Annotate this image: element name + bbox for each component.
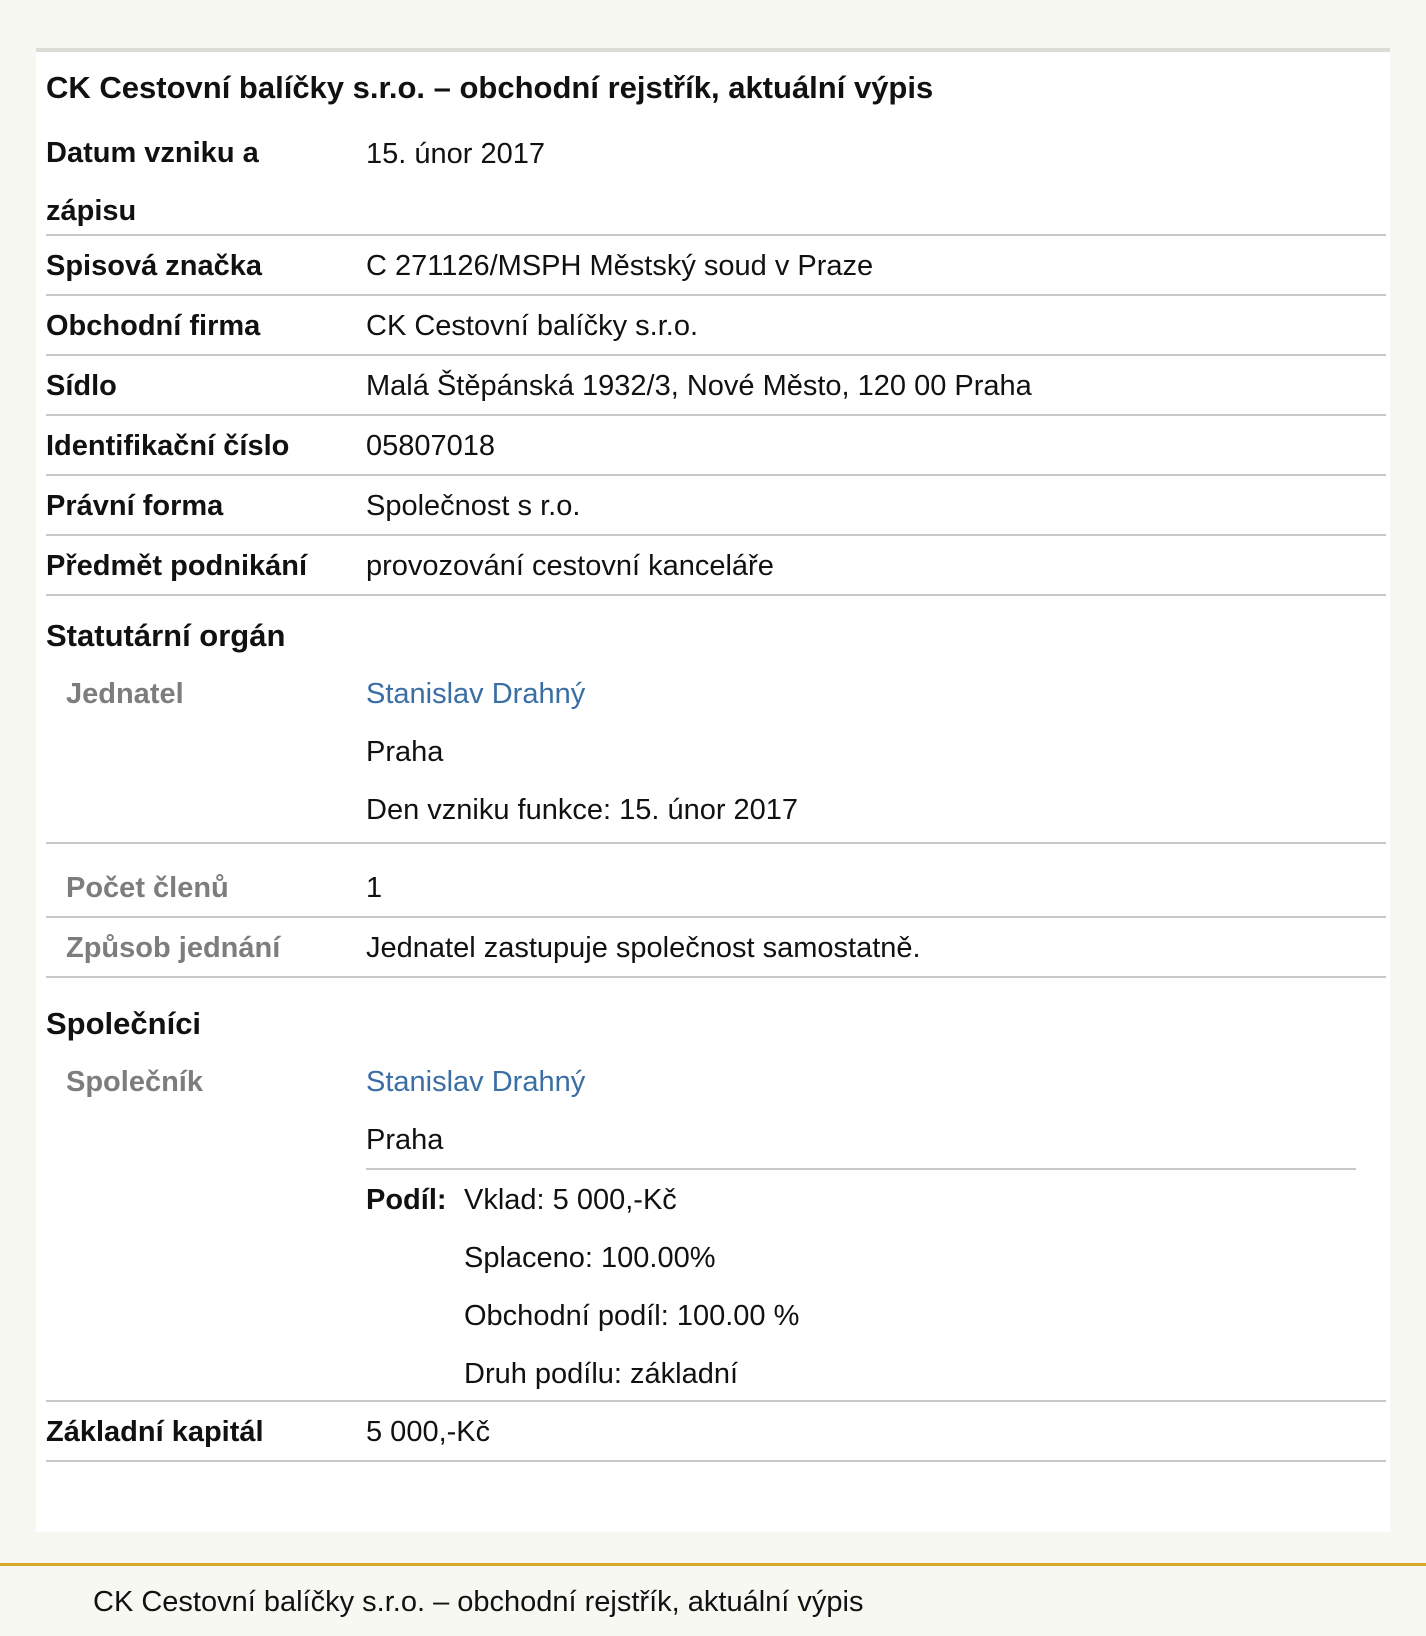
- row-obchodni-firma: [46, 296, 1386, 356]
- row-pocet-clenu: [46, 858, 1386, 918]
- spolecnik-city: Praha: [366, 1124, 444, 1156]
- row-value: CK Cestovní balíčky s.r.o.: [366, 310, 699, 342]
- row-value: Malá Štěpánská 1932/3, Nové Město, 120 00 Praha: [366, 370, 1032, 402]
- row-label: Způsob jednání: [66, 932, 281, 964]
- row-value: 1: [366, 872, 383, 904]
- row-label-line2: zápisu: [46, 195, 137, 227]
- row-label: Počet členů: [66, 872, 229, 904]
- row-label: Jednatel: [66, 678, 184, 710]
- page-title: CK Cestovní balíčky s.r.o. – obchodní rejstřík, aktuální výpis: [46, 70, 934, 105]
- row-pravni-forma: [46, 476, 1386, 536]
- row-value: 5 000,-Kč: [366, 1416, 491, 1448]
- jednatel-name-link[interactable]: Stanislav Drahný: [366, 678, 586, 710]
- jednatel-city: Praha: [366, 736, 444, 768]
- row-value: C 271126/MSPH Městský soud v Praze: [366, 250, 874, 282]
- register-extract-card: [36, 48, 1390, 1532]
- row-value: 05807018: [366, 430, 496, 462]
- row-sidlo: [46, 356, 1386, 416]
- row-label: Společník: [66, 1066, 203, 1098]
- podil-obchodni-podil: Obchodní podíl: 100.00 %: [464, 1300, 800, 1332]
- footer-caption: CK Cestovní balíčky s.r.o. – obchodní rejstřík, aktuální výpis: [93, 1586, 864, 1618]
- row-value: Jednatel zastupuje společnost samostatně.: [366, 932, 921, 964]
- row-datum-vzniku: [46, 124, 1386, 236]
- row-label: [46, 124, 346, 240]
- spolecnik-name-link[interactable]: Stanislav Drahný: [366, 1066, 586, 1098]
- row-label: Předmět podnikání: [46, 550, 308, 582]
- row-predmet-podnikani: [46, 536, 1386, 596]
- row-value: Společnost s r.o.: [366, 490, 581, 522]
- podil-vklad: Vklad: 5 000,-Kč: [464, 1184, 677, 1216]
- row-label: Základní kapitál: [46, 1416, 264, 1448]
- row-jednatel: [46, 664, 1386, 844]
- row-value: 15. únor 2017: [366, 138, 545, 170]
- section-heading-spolecnici: Společníci: [46, 1006, 202, 1041]
- jednatel-since: Den vzniku funkce: 15. únor 2017: [366, 794, 799, 826]
- podil-label: Podíl:: [366, 1184, 447, 1216]
- row-spisova-znacka: [46, 236, 1386, 296]
- podil-druh: Druh podílu: základní: [464, 1358, 739, 1390]
- footer-divider: [0, 1563, 1426, 1566]
- section-heading-statutarni-organ: Statutární orgán: [46, 618, 286, 653]
- row-label: Sídlo: [46, 370, 117, 402]
- row-label-line1: Datum vzniku a: [46, 137, 259, 169]
- row-label: Spisová značka: [46, 250, 262, 282]
- row-identifikacni-cislo: [46, 416, 1386, 476]
- row-label: Právní forma: [46, 490, 224, 522]
- row-label: Identifikační číslo: [46, 430, 290, 462]
- row-value: provozování cestovní kanceláře: [366, 550, 774, 582]
- row-zpusob-jednani: [46, 918, 1386, 978]
- row-zakladni-kapital: [46, 1402, 1386, 1462]
- row-label: Obchodní firma: [46, 310, 261, 342]
- podil-splaceno: Splaceno: 100.00%: [464, 1242, 716, 1274]
